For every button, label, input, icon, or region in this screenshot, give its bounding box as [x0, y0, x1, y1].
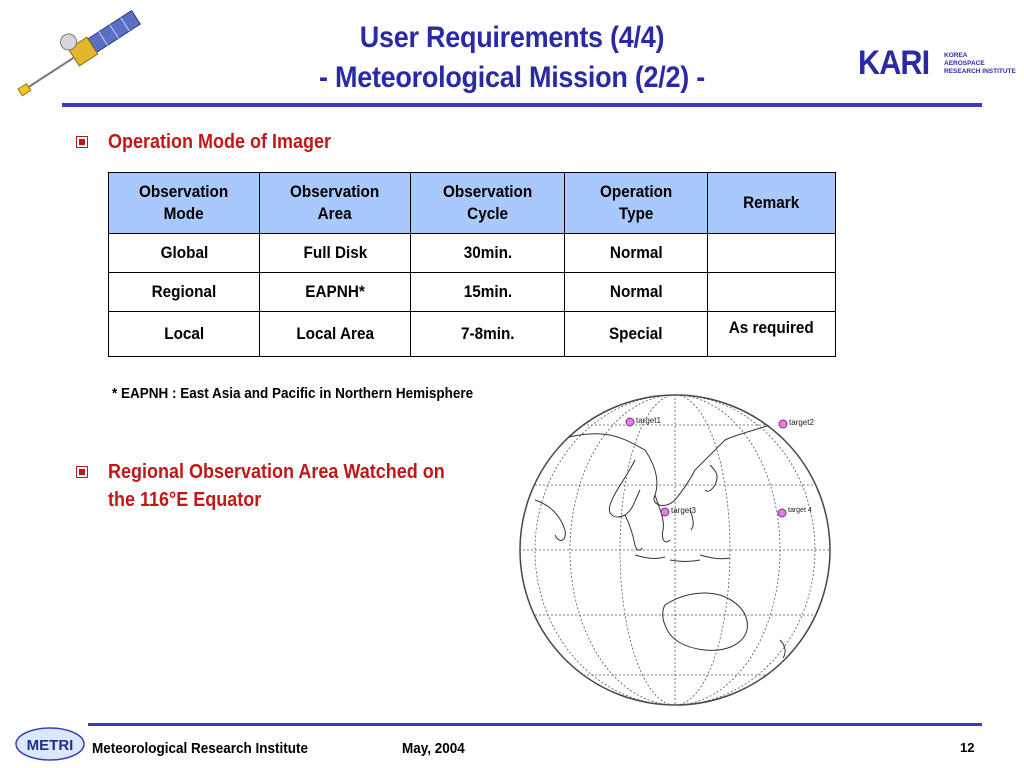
- table-header-cell: Remark: [708, 173, 836, 234]
- table-cell: 15min.: [411, 273, 565, 312]
- operation-mode-table: [108, 172, 836, 357]
- table-cell: Special: [565, 312, 708, 357]
- satellite-icon: [8, 8, 153, 103]
- table-cell: [708, 234, 836, 273]
- table-cell: Normal: [565, 273, 708, 312]
- target-2-marker: [779, 418, 814, 428]
- title-line-2: - Meteorological Mission (2/2) -: [319, 61, 705, 94]
- table-row: [109, 312, 836, 357]
- footer-divider: [88, 723, 982, 726]
- svg-text:target1: target1: [636, 416, 661, 425]
- kari-logo: [858, 36, 1018, 92]
- svg-text:METRI: METRI: [26, 737, 74, 754]
- table-cell: 30min.: [411, 234, 565, 273]
- table-cell: Local: [109, 312, 260, 357]
- table-cell: Full Disk: [260, 234, 411, 273]
- kari-logo-word: KARI: [858, 44, 930, 82]
- table-cell: As required: [708, 312, 836, 357]
- bullet-square-icon: [76, 136, 88, 148]
- bullet-square-icon: [76, 466, 88, 478]
- kari-sub-line-2: AEROSPACE: [944, 60, 985, 67]
- section-regional-area-label: [108, 458, 445, 514]
- table-header-cell: Observation Area: [260, 173, 411, 234]
- title-line-1: User Requirements (4/4): [359, 21, 665, 54]
- section2-line-2: the 116°E Equator: [108, 489, 262, 511]
- svg-text:target3: target3: [671, 506, 696, 515]
- table-cell: [708, 273, 836, 312]
- page-title: [231, 18, 793, 98]
- section2-line-1: Regional Observation Area Watched on: [108, 461, 445, 483]
- table-header-cell: Observation Mode: [109, 173, 260, 234]
- table-row: [109, 273, 836, 312]
- table-cell: Local Area: [260, 312, 411, 357]
- table-cell: Global: [109, 234, 260, 273]
- table-header-row: [109, 173, 836, 234]
- kari-sub-line-3: RESEARCH INSTITUTE: [944, 68, 1016, 75]
- footer-date: May, 2004: [402, 740, 465, 757]
- table-cell: EAPNH*: [260, 273, 411, 312]
- table-cell: Regional: [109, 273, 260, 312]
- page-number: 12: [960, 740, 975, 755]
- table-header-cell: Observation Cycle: [411, 173, 565, 234]
- svg-text:target2: target2: [789, 418, 814, 427]
- section-operation-mode-label: Operation Mode of Imager: [108, 131, 332, 153]
- metri-logo: [14, 722, 86, 764]
- table-cell: Normal: [565, 234, 708, 273]
- title-divider: [62, 103, 982, 107]
- table-header-cell: Operation Type: [565, 173, 708, 234]
- svg-text:target 4: target 4: [788, 507, 812, 514]
- kari-sub-line-1: KOREA: [944, 52, 968, 59]
- table-cell: 7-8min.: [411, 312, 565, 357]
- footnote-eapnh: * EAPNH : East Asia and Pacific in Northern Hemisphere: [112, 385, 474, 402]
- footer-institute: Meteorological Research Institute: [92, 740, 309, 757]
- kari-logo-subtitle: [944, 52, 1016, 76]
- table-row: [109, 234, 836, 273]
- globe-map: [515, 390, 835, 710]
